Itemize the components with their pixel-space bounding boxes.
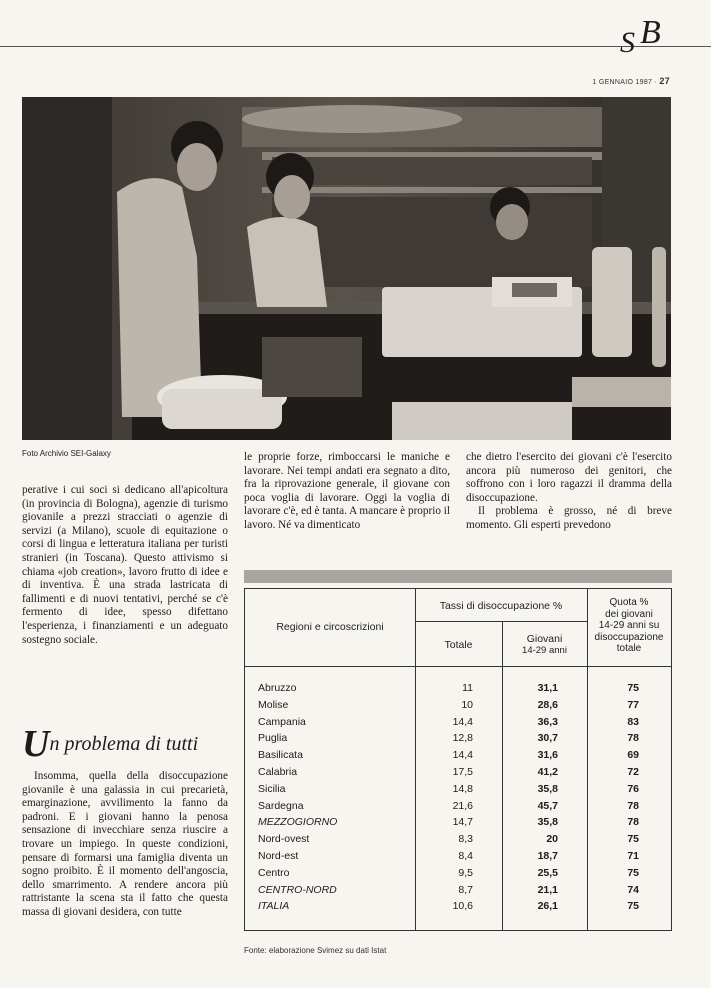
row-quota: 75 [627, 866, 639, 879]
row-young: 35,8 [537, 816, 558, 829]
row-total: 9,5 [458, 866, 473, 879]
article-paragraph: Il problema è grosso, né di breve momento. Gli esperti prevedono [466, 505, 672, 531]
dateline [560, 76, 670, 86]
article-paragraph: Insomma, quella della disoccupazione giovanile è una galassia in cui precarietà, emarginazione, avvilimento la fanno da padroni. E i giovani hanno la penosa sensazione di invecchiare senza riuscire a trovare un impiego. In queste condizioni, pensare di formarsi una famiglia diventa un sogno proibito. È il momento dell'angoscia, dello smarrimento. A rendere ancora più rattristante la scena sta il fatto che questa massa di giovani desidera, con tutte [22, 770, 228, 918]
article-paragraph: perative i cui soci si dedicano all'apicoltura (in provincia di Bologna), agenzie di turismo giovanile a prezzi stracciati o agenzie di servizi (a Milano), scuole di equitazione o corsi di lingua e letteratura italiana per turisti stranieri (in Toscana). Questo attivismo si chiama «job creation», lavoro frutto di idee e di inventiva. È una strada lastricata di fallimenti e di nuovi tentativi, perché se c'è fermento di idee, spesso difettano l'esperienza, i finanziamenti e un adeguato sostegno sociale. [22, 484, 228, 646]
table-top-band [244, 570, 672, 583]
page-number: 27 [659, 76, 670, 86]
row-region: Sicilia [258, 782, 286, 795]
section-heading [22, 722, 232, 766]
photo-caption: Foto Archivio SEI-Galaxy [22, 449, 111, 458]
row-young: 41,2 [537, 766, 558, 778]
header-rates: Tassi di disoccupazione % [439, 600, 563, 612]
issue-date: 1 GENNAIO 1987 [592, 79, 653, 86]
row-total: 10 [461, 698, 473, 711]
row-region: Centro [258, 866, 290, 879]
row-region: ITALIA [258, 900, 290, 913]
row-young: 30,7 [537, 732, 558, 745]
row-region: Basilicata [258, 749, 303, 762]
row-region: Nord-est [258, 850, 299, 862]
header-young-line: Giovani [526, 633, 563, 645]
header-quota-line: Quota % [609, 597, 649, 608]
row-region: Sardegna [258, 799, 304, 812]
header-quota-line: disoccupazione [594, 631, 664, 643]
table-divider [245, 666, 671, 667]
row-region: Nord-ovest [258, 833, 310, 846]
row-quota: 78 [627, 732, 639, 745]
row-young: 36,3 [537, 715, 558, 728]
row-young: 45,7 [537, 799, 558, 812]
row-total: 10,6 [452, 900, 473, 913]
magazine-logo [620, 14, 680, 58]
row-quota: 69 [627, 749, 639, 762]
row-total: 21,6 [452, 799, 473, 812]
heading-drop-cap: U [22, 723, 50, 765]
row-quota: 75 [627, 682, 639, 694]
row-total: 14,4 [452, 715, 473, 728]
heading-text: n problema di tutti [49, 733, 199, 755]
bar-photo-illustration [22, 97, 671, 440]
row-young: 31,6 [537, 749, 558, 762]
header-quota [587, 597, 671, 655]
row-young: 20 [546, 833, 558, 846]
row-total: 14,8 [452, 782, 473, 795]
article-column-1 [22, 484, 228, 647]
table-divider [415, 621, 587, 622]
row-quota: 76 [627, 782, 639, 795]
row-quota: 78 [627, 799, 639, 812]
article-paragraph: le proprie forze, rimboccarsi le maniche e lavorare. Nei tempi andati era segnato a dito, fra la riprovazione generale, il giovane con poca voglia di lavorare. Oggi la voglia di lavorare c'è, ed è tanta. A mancare è proprio il lavoro. Né va dimenticato [244, 451, 450, 531]
row-quota: 74 [627, 883, 639, 896]
header-quota-line: dei giovani [605, 608, 653, 620]
bar-photo [22, 97, 671, 440]
row-young: 25,5 [537, 866, 558, 879]
header-young [502, 633, 587, 657]
row-young: 31,1 [537, 682, 558, 694]
row-total: 11 [462, 682, 473, 694]
row-region: CENTRO-NORD [258, 883, 337, 896]
logo-letter-s: S [620, 26, 635, 59]
header-rule [0, 46, 711, 47]
row-total: 8,3 [458, 833, 473, 846]
table-source: Fonte: elaborazione Svimez su dati Istat [244, 946, 387, 955]
unemployment-table [244, 588, 672, 931]
row-quota: 78 [627, 816, 639, 829]
row-quota: 75 [627, 833, 639, 846]
row-region: Calabria [258, 766, 298, 778]
header-quota-line: 14-29 anni su [598, 620, 660, 631]
row-region: Molise [258, 698, 289, 711]
header-quota-line: totale [616, 643, 642, 654]
row-quota: 75 [627, 900, 639, 913]
header-region: Regioni e circoscrizioni [276, 621, 384, 633]
row-total: 8,4 [458, 850, 473, 862]
row-region: MEZZOGIORNO [258, 816, 338, 829]
row-total: 8,7 [458, 883, 473, 896]
row-quota: 77 [627, 698, 639, 711]
row-quota: 71 [627, 850, 639, 862]
row-young: 18,7 [537, 850, 558, 862]
logo-letter-b: B [640, 14, 661, 51]
row-young: 35,8 [537, 782, 558, 795]
article-column-1-continued [22, 770, 228, 920]
row-region: Campania [258, 715, 306, 728]
row-young: 28,6 [537, 698, 558, 711]
row-region: Abruzzo [258, 682, 297, 694]
row-total: 14,7 [452, 816, 473, 829]
row-quota: 83 [627, 715, 639, 728]
row-region: Puglia [258, 732, 288, 745]
row-young: 21,1 [537, 883, 558, 896]
row-quota: 72 [627, 766, 639, 778]
row-total: 12,8 [452, 732, 473, 745]
header-young-line: 14-29 anni [522, 645, 567, 656]
dateline-separator: · [652, 79, 660, 86]
article-column-3 [466, 451, 672, 533]
header-total: Totale [444, 639, 473, 651]
article-paragraph: che dietro l'esercito dei giovani c'è l'esercito ancora più numeroso dei genitori, che soffrono con i loro ragazzi il dramma della disoccupazione. [466, 451, 672, 504]
row-total: 17,5 [452, 766, 473, 778]
row-young: 26,1 [537, 900, 558, 913]
article-column-2 [244, 451, 450, 533]
row-total: 14,4 [452, 749, 473, 762]
